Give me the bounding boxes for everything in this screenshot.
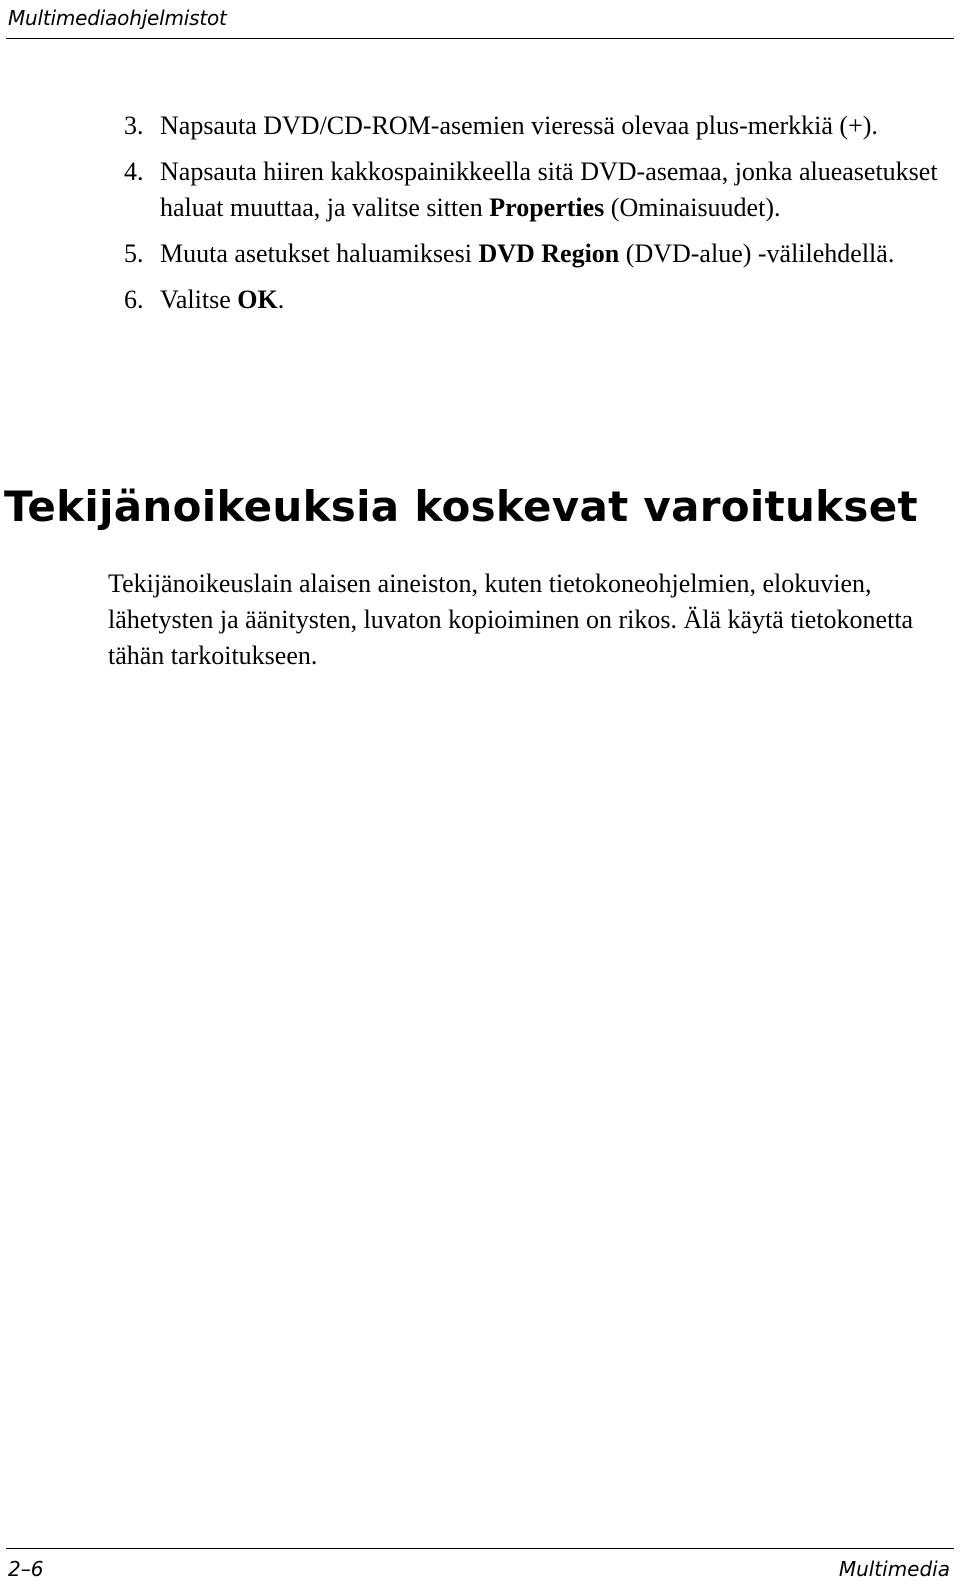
header-rule [6, 38, 954, 39]
step-item [124, 108, 954, 144]
section-heading: Tekijänoikeuksia koskevat varoitukset [4, 482, 918, 531]
step-text: Muuta asetukset haluamiksesi [160, 239, 479, 268]
step-text: Valitse [160, 285, 238, 314]
section-body: Tekijänoikeuslain alaisen aineiston, kuten tietokoneohjelmien, elokuvien, lähetysten ja äänitysten, luvaton kopioiminen on rikos. Älä käytä tietokonetta tähän tarkoitukseen. [108, 569, 914, 670]
step-number: 6. [124, 285, 144, 314]
step-text-tail: . [277, 285, 285, 314]
step-item [124, 236, 954, 272]
running-header-title: Multimediaohjelmistot [8, 6, 227, 30]
step-ui-term: DVD Region [478, 239, 620, 268]
footer-rule [6, 1548, 954, 1549]
step-item [124, 282, 954, 318]
footer-chapter-title: Multimedia [838, 1557, 950, 1581]
page-number: 2–6 [8, 1557, 44, 1581]
step-text-tail: (Ominaisuudet). [604, 193, 781, 222]
step-number: 4. [124, 157, 144, 186]
step-item [124, 154, 954, 226]
step-number: 5. [124, 239, 144, 268]
instruction-steps [124, 108, 954, 328]
step-text-tail: (DVD-alue) -välilehdellä. [619, 239, 895, 268]
step-number: 3. [124, 111, 144, 140]
step-ui-term: OK [237, 285, 278, 314]
step-ui-term: Properties [489, 193, 605, 222]
step-text: Napsauta DVD/CD-ROM-asemien vieressä olevaa plus-merkkiä (+). [160, 111, 878, 140]
step-text: Napsauta hiiren kakkospainikkeella sitä DVD-asemaa, jonka alueasetukset haluat muuttaa, ja valitse sitten [160, 157, 938, 222]
